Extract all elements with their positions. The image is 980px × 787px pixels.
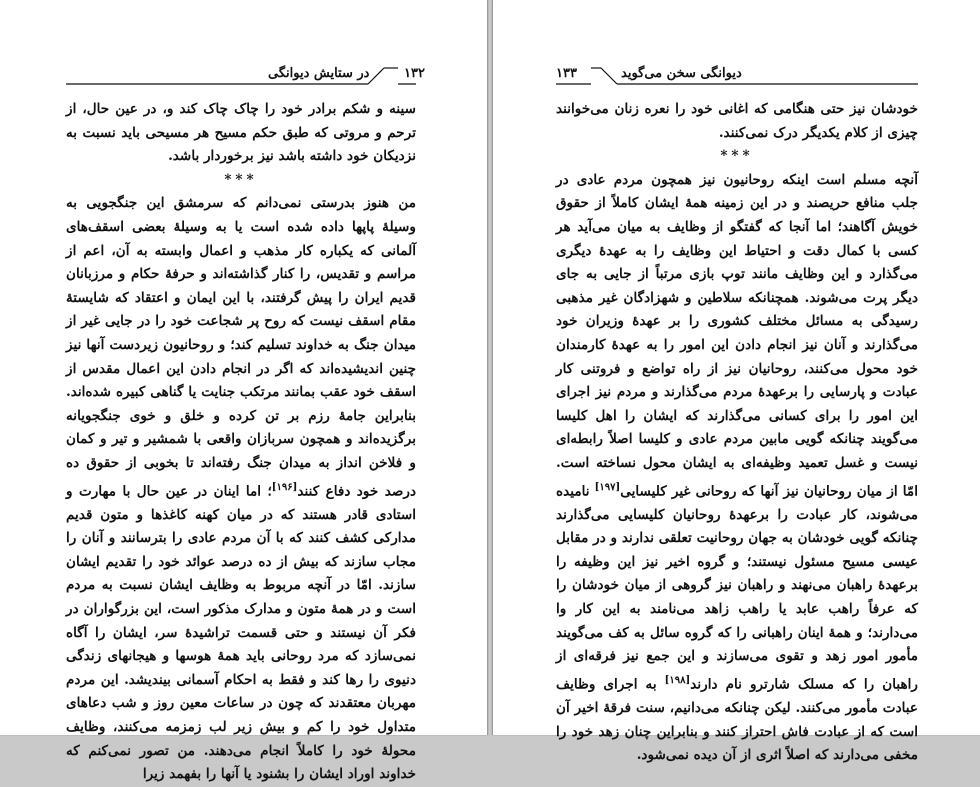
paragraph-text: به اجرای وظایف عبادت مأمور می‌کنند. لیکن چنانکه می‌دانیم، سنت فرقهٔ اخیر آن است که از عبادت فاش احتراز کنند و بنابراین چنان زهد خود را مخفی می‌دارند که اصلاً اثری از آن دیده نمی‌شود. xyxy=(556,676,918,764)
header-rule xyxy=(493,66,980,90)
running-header xyxy=(493,66,980,90)
footnote-ref[interactable]: [۱۹۷] xyxy=(594,481,621,493)
page-number: ۱۳۲ xyxy=(404,66,425,81)
paragraph-text: نامیده می‌شوند، کار عبادت را برعهدهٔ روحانیان کلیسایی می‌گذارند چنانکه گویی خودشان به جهان روحانیت تعلقی ندارند و در مقابل عیسی مسیح مسئول نیستند؛ و گروه اخیر نیز این وظیفه را برعهدهٔ راهبان می‌نهند و راهبان نیز گروهی از میان خودشان را که عرفاً راهب عابد یا راهب زاهد می‌نامند به این کار وا می‌دارند؛ و همهٔ اینان راهبانی را که گروه سائل به کف می‌گویند مأمور امور زهد و تقوی می‌سازند و این جمع نیز فرقه‌ای از راهبان را که مسلک شارترو نام دارند xyxy=(556,483,918,693)
page-left xyxy=(0,0,488,783)
header-rule-slash xyxy=(601,68,617,84)
page-number: ۱۳۳ xyxy=(556,66,577,81)
running-title: دیوانگی سخن می‌گوید xyxy=(621,66,742,81)
body-text xyxy=(556,98,918,768)
paragraph-text: ؛ اما اینان در عین حال با مهارت و استادی قادر هستند که در میان کهنه کاغذها و متون قدیم مدارکی کشف کنند که با آن مردم عادی را بترسانند و آنان را مجاب سازند که بیش از ده درصد عوائد خود را تقدیم ایشان سازند. امّا در آنچه مربوط به وظایف ایشان نسبت به مردم است و در همهٔ متون و مدارک مذکور است، این بزرگواران در فکر آن نیستند و حتی قسمت تراشیدهٔ سر، ایشان را آگاه نمی‌سازد که مرد روحانی باید همهٔ هوسها و هیجانهای زندگی دنیوی را رها کند و فقط به احکام آسمانی بیندیشد. این مردم مهربان معتقدند که چون در ساعات معین روز و شب دعاهای متداول خود را کم و بیش زیر لب زمزمه می‌کنند، وظایف محولهٔ خود را کاملاً انجام می‌دهند. من تصور نمی‌کنم که خداوند اوراد ایشان را بشنود یا آنها را بفهمد زیرا xyxy=(66,483,416,783)
paragraph: خودشان نیز حتی هنگامی که اغانی خود را نعره زنان می‌خوانند چیزی از کلام یکدیگر درک نمی‌کنند. xyxy=(556,101,918,141)
paragraph-text: آنچه مسلم است اینکه روحانیون نیز همچون مردم عادی در جلب منافع حریصند و در این زمینه همهٔ ایشان کاملاً از حقوق خویش آگاهند؛ اما آنجا که گفتگو از وظایف به میان می‌آید هر کسی با کمال دقت و احتیاط این وظایف را به عهدهٔ دیگری می‌گذارد و این وظایف مانند توپ بازی مرتباً از جایی به جای دیگر پرت می‌شوند. همچنانکه سلاطین و شهزادگان غیر مذهبی رسیدگی به مسائل مختلف کشوری را بر عهدهٔ وزیران خود می‌گذارند و آنان نیز انجام دادن این امور را به عهدهٔ کارمندان خود محول می‌کنند، روحانیان نیز از راه تواضع و فروتنی کار عبادت و پارسایی را برعهدهٔ مردم می‌گذارند و مردم نیز اجرای این امور را برای کسانی می‌گذارند که ایشان را اهل کلیسا می‌گویند چنانکه گویی مابین مردم عادی و کلیسا اصلاً رابطه‌ای نیست و غسل تعمید وظیفه‌ای به ایشان محول نساخته است. امّا از میان روحانیان نیز آنها که روحانی غیر کلیسایی xyxy=(556,171,918,500)
footnote-ref[interactable]: [۱۹۸] xyxy=(664,674,691,686)
paragraph-text: من هنوز بدرستی نمی‌دانم که سرمشق این جنگجویی به وسیلهٔ پاپها داده شده است یا به وسیلهٔ بعضی اسقف‌های آلمانی که یکباره کار مذهب و اعمال وابسته به آن، اعم از مراسم و تقدیس، را کنار گذاشته‌اند و حرفهٔ حکام و مرزبانان قدیم ایران را پیش گرفتند، با این ایمان و اعتقاد که شایستهٔ مقام اسقف نیست که روح پر شجاعت خود را در جایی غیر از میدان جنگ به خداوند تسلیم کند؛ و روحانیون زیردست آنها نیز چنین اندیشیده‌اند که اگر در انجام دادن این اعمال مقدس از اسقف خود عقب بمانند مرتکب جنایت یا گناهی کبیره شده‌اند. بنابراین جامهٔ رزم بر تن کرده و خلق و خوی جنگجویانه برگزیده‌اند و همچون سربازان واقعی با شمشیر و تیر و کمان و فلاخن انداز به میدان جنگ رفته‌اند تا بخوبی از حقوق ده درصد خود دفاع کنند xyxy=(66,195,416,500)
header-rule xyxy=(0,66,487,90)
section-separator: *** xyxy=(224,171,258,188)
page-right xyxy=(492,0,980,764)
paragraph xyxy=(556,169,918,768)
footnote-ref[interactable]: [۱۹۶] xyxy=(271,481,298,493)
header-rule-slash xyxy=(368,68,384,84)
running-title: در ستایش دیوانگی xyxy=(268,66,370,81)
running-header xyxy=(0,66,487,90)
body-text xyxy=(66,98,416,787)
paragraph xyxy=(66,192,416,786)
paragraph: سینه و شکم برادر خود را چاک چاک کند و، در عین حال، از ترحم و مروتی که طبق حکم مسیح هر مسیحی باید نسبت به نزدیکان خود داشته باشد نیز برخوردار باشد. xyxy=(66,101,416,165)
section-separator: *** xyxy=(720,148,754,165)
